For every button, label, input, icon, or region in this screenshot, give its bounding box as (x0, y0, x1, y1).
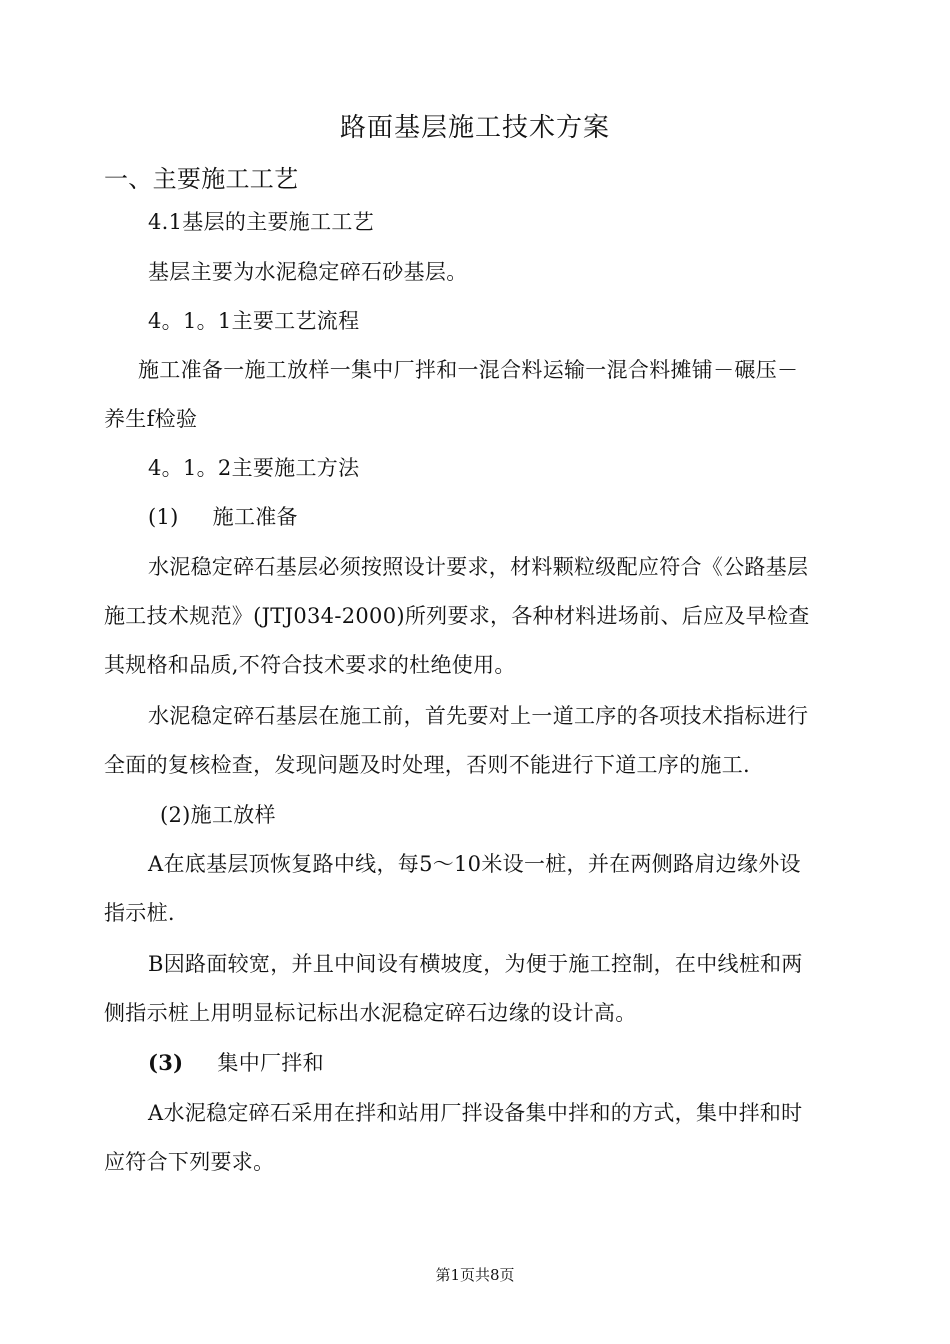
document-title: 路面基层施工技术方案 (339, 113, 610, 143)
item-a-line-2: 指示桩. (104, 901, 175, 925)
page-number-footer: 第1页共8页 (435, 1266, 515, 1284)
paragraph-1-line-1: 水泥稳定碎石基层必须按照设计要求，材料颗粒级配应符合《公路基层 (148, 555, 809, 579)
item-b-line-2: 侧指示桩上用明显标记标出水泥稳定碎石边缘的设计高。 (104, 1001, 637, 1025)
process-flow-line-2: 养生f检验 (104, 407, 198, 431)
paragraph-2-line-2: 全面的复核检查，发现问题及时处理，否则不能进行下道工序的施工. (104, 753, 750, 777)
paragraph-1-line-2: 施工技术规范》(JTJ034-2000)所列要求，各种材料进场前、后应及早检查 (104, 604, 810, 628)
subsection-heading-4-1: 4.1基层的主要施工工艺 (148, 210, 374, 234)
step-1-number: (1) (148, 505, 179, 529)
paragraph-1-line-3: 其规格和品质,不符合技术要求的杜绝使用。 (104, 653, 516, 677)
subsection-text-4-1: 基层主要为水泥稳定碎石砂基层。 (148, 260, 468, 284)
subsection-heading-4-1-1: 4。1。1主要工艺流程 (148, 309, 360, 333)
item-a2-line-2: 应符合下列要求。 (104, 1150, 275, 1174)
paragraph-2-line-1: 水泥稳定碎石基层在施工前，首先要对上一道工序的各项技术指标进行 (148, 704, 809, 728)
subsection-heading-4-1-2: 4。1。2主要施工方法 (148, 456, 360, 480)
item-a-line-1: A在底基层顶恢复路中线，每5～10米设一桩，并在两侧路肩边缘外设 (148, 852, 801, 876)
step-3-heading (148, 1049, 324, 1077)
step-3-number: (3) (148, 1050, 184, 1075)
step-2-heading: (2)施工放样 (160, 803, 276, 827)
step-1-label: 施工准备 (212, 505, 298, 529)
item-a2-line-1: A水泥稳定碎石采用在拌和站用厂拌设备集中拌和的方式，集中拌和时 (148, 1101, 803, 1125)
process-flow-line-1: 施工准备一施工放样一集中厂拌和一混合料运输一混合料摊铺－碾压－ (138, 358, 799, 382)
step-3-label: 集中厂拌和 (217, 1051, 324, 1075)
step-1-heading (148, 503, 298, 531)
section-heading-1: 一、主要施工工艺 (104, 165, 299, 193)
item-b-line-1: B因路面较宽，并且中间设有横坡度，为便于施工控制，在中线桩和两 (148, 952, 803, 976)
